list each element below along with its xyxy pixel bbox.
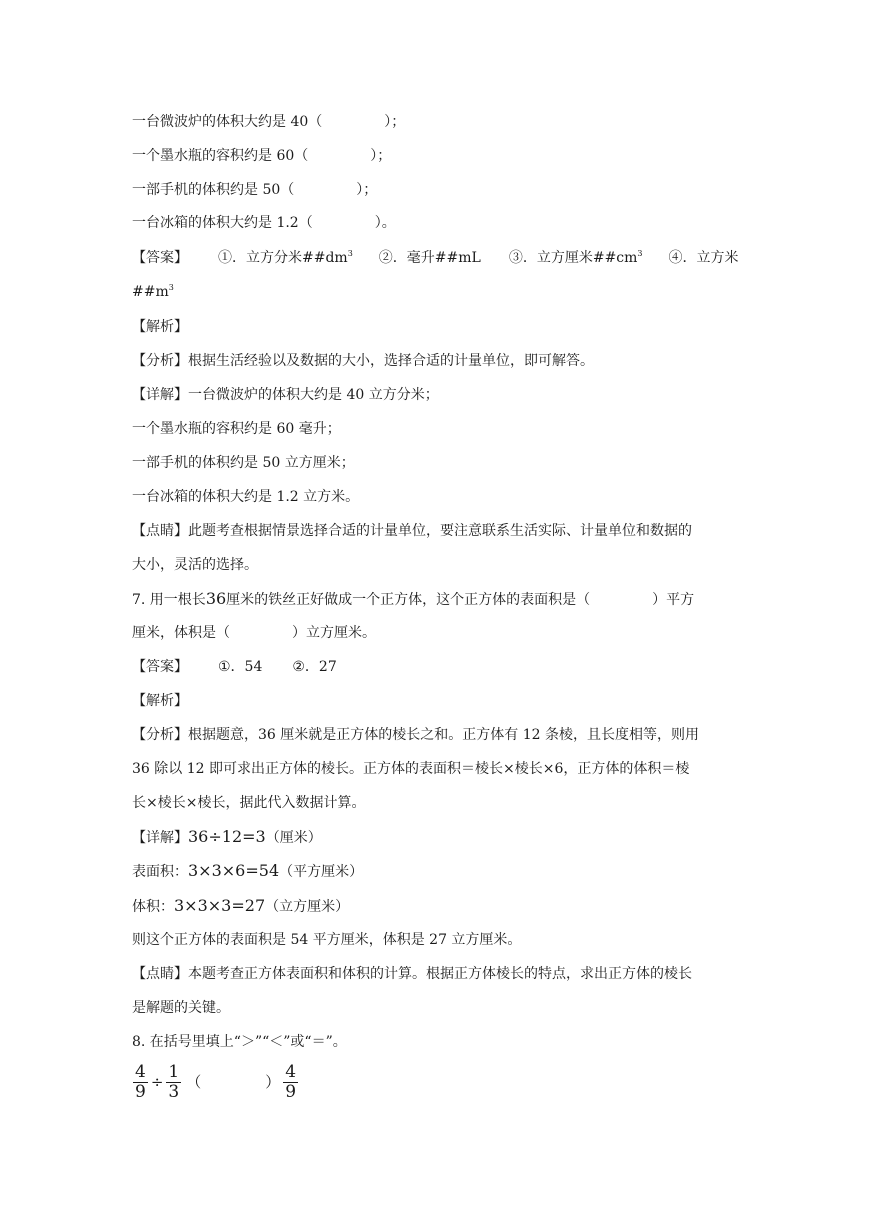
- q6-dianjing-1: 【点睛】此题考查根据情景选择合适的计量单位，要注意联系生活实际、计量单位和数据的: [132, 523, 692, 539]
- q7-answer-opt1: ①．54: [218, 659, 263, 675]
- q7-volume-expr: 3×3×3=27: [174, 896, 266, 915]
- q6-xiangjie-4: 一台冰箱的体积大约是 1.2 立方米。: [132, 489, 360, 505]
- q6-answer-opt3: ③．立方厘米$\#\#cm^3$: [508, 249, 643, 266]
- q6-answer-cont: $\#\#m^3$: [132, 283, 174, 300]
- q8-fraction-3: $\frac{4}{9}$: [285, 1061, 297, 1102]
- q6-line-3: 一部手机的体积约是 50（ ）；: [132, 182, 378, 198]
- q6-xiangjie-2: 一个墨水瓶的容积约是 60 毫升；: [132, 421, 341, 437]
- q7-xiangjie-expr: 36÷12=3: [188, 827, 266, 846]
- q6-line-1: 一台微波炉的体积大约是 40（ ）；: [132, 114, 406, 130]
- q7-fenxi-3: 长×棱长×棱长，据此代入数据计算。: [132, 795, 366, 811]
- q7-xiangjie: 【详解】36÷12=3（厘米）: [132, 827, 322, 846]
- q6-jiexi: 【解析】: [132, 319, 188, 335]
- q7-fenxi-2: 36 除以 12 即可求出正方体的棱长。正方体的表面积＝棱长×棱长×6，正方体的体积＝棱: [132, 761, 690, 777]
- q6-line-4: 一台冰箱的体积大约是 1.2（ ）。: [132, 215, 396, 231]
- q7-conclusion: 则这个正方体的表面积是 54 平方厘米，体积是 27 立方厘米。: [132, 932, 522, 948]
- q6-answer-opt1: ①．立方分米$\#\#dm^3$: [218, 249, 353, 266]
- q8-title: 8. 在括号里填上“＞”“＜”或“＝”。: [132, 1034, 347, 1050]
- q6-fenxi: 【分析】根据生活经验以及数据的大小，选择合适的计量单位，即可解答。: [132, 353, 594, 369]
- q7-volume: 体积：3×3×3=27（立方厘米）: [132, 896, 350, 915]
- q8-expression: $\frac{4}{9}$ ÷ $\frac{1}{3}$ （ ） $\frac{4}{9}$: [135, 1061, 297, 1102]
- q7-dianjing-2: 是解题的关键。: [132, 1000, 230, 1016]
- q7-area: 表面积：3×3×6=54（平方厘米）: [132, 861, 364, 880]
- q7-question-line-1: 7. 用一根长36厘米的铁丝正好做成一个正方体，这个正方体的表面积是（ ）平方: [132, 589, 695, 608]
- q7-answer: 【答案】 ①．54 ②．27: [132, 659, 337, 675]
- q8-fraction-1: $\frac{4}{9}$: [135, 1061, 146, 1102]
- q7-question-line-2: 厘米，体积是（ ）立方厘米。: [132, 625, 376, 641]
- q7-dianjing-1: 【点睛】本题考查正方体表面积和体积的计算。根据正方体棱长的特点，求出正方体的棱长: [132, 966, 692, 982]
- q6-xiangjie-3: 一部手机的体积约是 50 立方厘米；: [132, 455, 355, 471]
- q7-jiexi: 【解析】: [132, 693, 188, 709]
- q6-xiangjie-1: 【详解】一台微波炉的体积大约是 40 立方分米；: [132, 387, 439, 403]
- q6-answer-opt4: ④．立方米: [668, 250, 739, 266]
- q6-answer-opt2: ②．毫升##mL: [378, 250, 481, 266]
- q7-fenxi-1: 【分析】根据题意，36 厘米就是正方体的棱长之和。正方体有 12 条棱，且长度相等，则用: [132, 727, 699, 743]
- q6-answer: 【答案】 ①．立方分米$\#\#dm^3$ ②．毫升##mL ③．立方厘米$\#\#cm^3$ ④．立方米: [132, 249, 739, 266]
- q7-area-expr: 3×3×6=54: [188, 861, 280, 880]
- q8-fraction-2: $\frac{1}{3}$: [168, 1061, 180, 1102]
- q6-line-2: 一个墨水瓶的容积约是 60（ ）；: [132, 148, 392, 164]
- q6-dianjing-2: 大小，灵活的选择。: [132, 557, 258, 573]
- q8-divide-sign: ÷: [150, 1073, 164, 1091]
- q7-answer-opt2: ②．27: [292, 659, 337, 675]
